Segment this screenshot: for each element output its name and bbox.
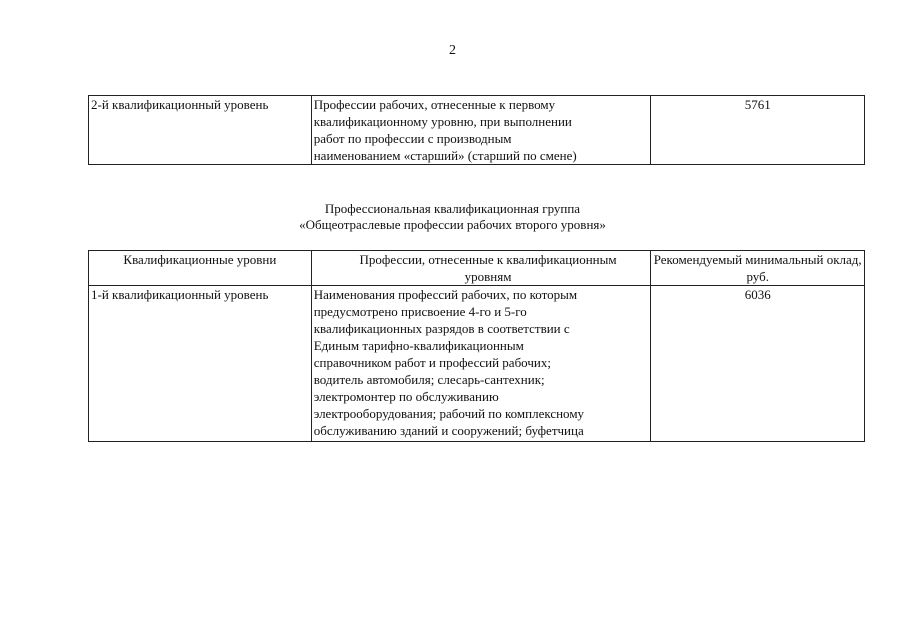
- profession-line: электромонтер по обслуживанию: [313, 389, 499, 404]
- professions-cell: [311, 286, 651, 442]
- group-title-line: «Общеотраслевые профессии рабочих второго уровня»: [299, 217, 606, 232]
- profession-line: обслуживанию зданий и сооружений; буфетчица: [313, 423, 584, 438]
- profession-line: работ по профессии с производным: [313, 131, 512, 146]
- profession-line: квалификационному уровню, при выполнении: [313, 114, 572, 129]
- salary-cell: 6036: [651, 286, 865, 442]
- group-title: [0, 201, 905, 233]
- profession-line: Единым тарифно-квалификационным: [313, 338, 524, 353]
- header-salary: Рекомендуемый минимальный оклад, руб.: [651, 251, 865, 286]
- profession-line: Наименования профессий рабочих, по которым: [313, 287, 578, 302]
- header-levels: Квалификационные уровни: [89, 251, 312, 286]
- header-professions: Профессии, отнесенные к квалификационным уровням: [311, 251, 651, 286]
- page-number: 2: [449, 43, 456, 58]
- table-row: [89, 96, 865, 165]
- profession-line: Профессии рабочих, отнесенные к первому: [313, 97, 556, 112]
- level-cell: 1-й квалификационный уровень: [89, 286, 312, 442]
- profession-line: квалификационных разрядов в соответствии с: [313, 321, 570, 336]
- header-row: [89, 251, 865, 286]
- group-title-line: Профессиональная квалификационная группа: [324, 201, 581, 216]
- profession-line: водитель автомобиля; слесарь-сантехник;: [313, 372, 545, 387]
- profession-line: наименованием «старший» (старший по смене): [313, 148, 577, 163]
- profession-line: электрооборудования; рабочий по комплексному: [313, 406, 585, 421]
- profession-line: предусмотрено присвоение 4-го и 5-го: [313, 304, 527, 319]
- table-row: [89, 286, 865, 442]
- qualification-table-top: [88, 95, 865, 165]
- salary-cell: 5761: [651, 96, 865, 165]
- qualification-table-main: [88, 250, 865, 442]
- profession-line: справочником работ и профессий рабочих;: [313, 355, 551, 370]
- professions-cell: [311, 96, 651, 165]
- level-cell: 2-й квалификационный уровень: [89, 96, 312, 165]
